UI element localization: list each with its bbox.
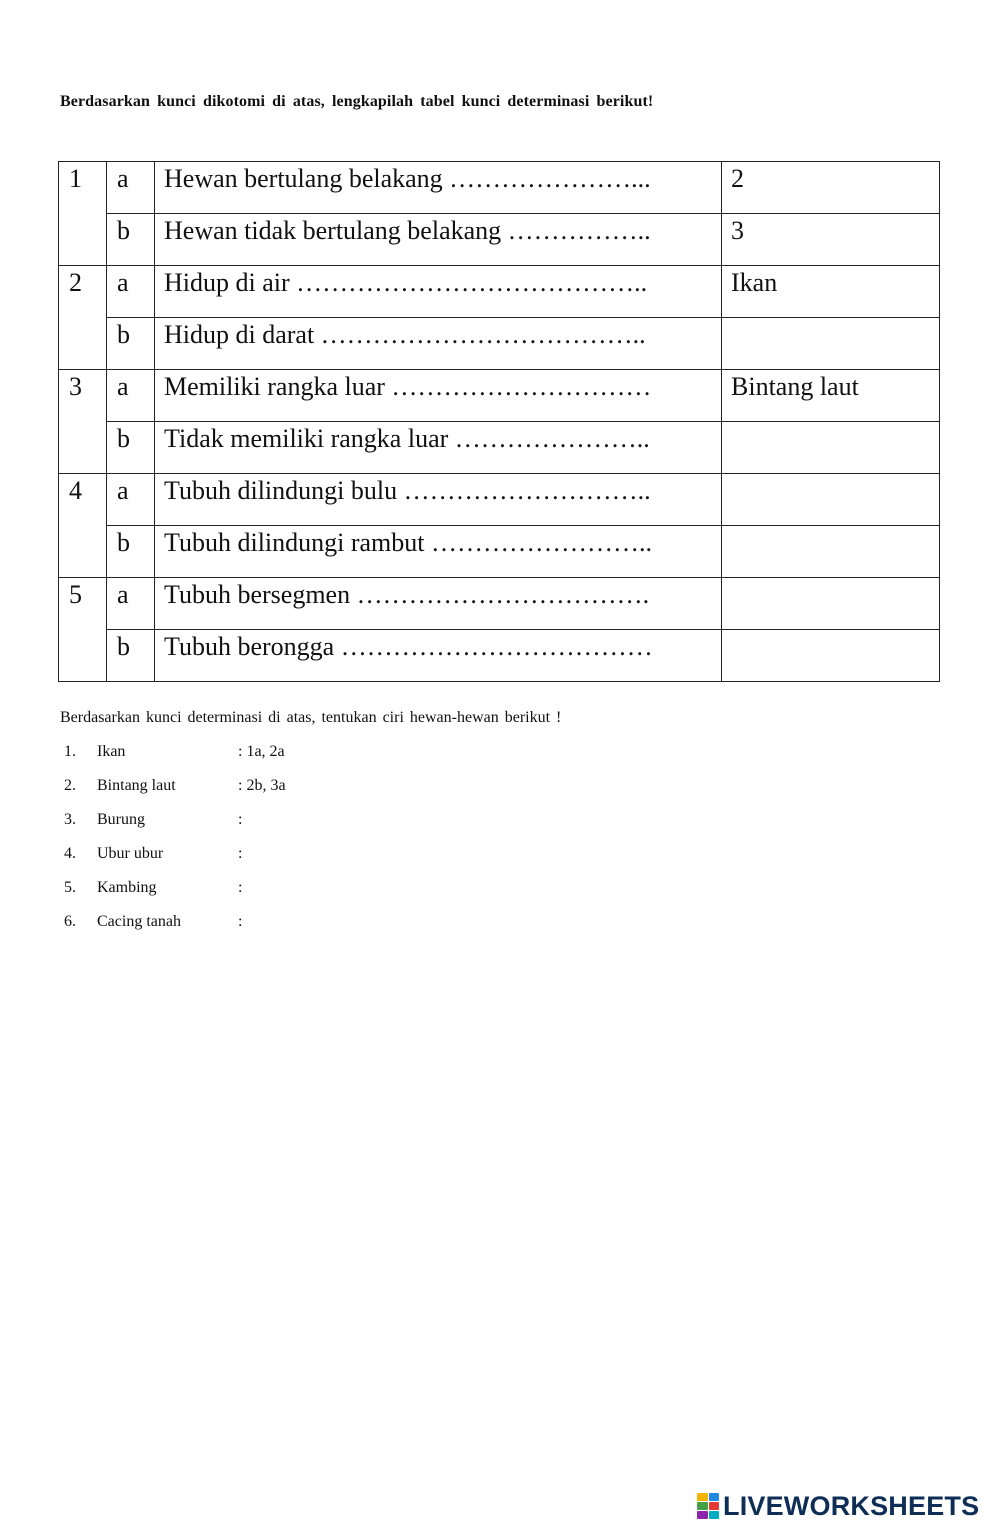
key-row xyxy=(59,630,940,682)
animal-name: Kambing xyxy=(97,879,157,896)
animal-list-item xyxy=(60,775,286,809)
logo-mark-tile xyxy=(697,1502,708,1510)
key-step-number: 2 xyxy=(59,266,107,370)
logo-text: LIVEWORKSHEETS xyxy=(723,1490,980,1521)
key-option-letter: a xyxy=(107,578,155,630)
animal-list-item xyxy=(60,809,286,843)
animal-name: Cacing tanah xyxy=(97,913,181,930)
animal-answer-field[interactable]: : 2b, 3a xyxy=(238,777,286,794)
key-row xyxy=(59,266,940,318)
animal-index: 5. xyxy=(64,879,76,896)
logo-mark-tile xyxy=(697,1493,708,1501)
key-row xyxy=(59,474,940,526)
liveworksheets-logo xyxy=(697,1491,979,1521)
key-row xyxy=(59,370,940,422)
determination-key-table xyxy=(58,161,940,682)
key-answer-field[interactable]: 3 xyxy=(722,214,940,266)
key-row xyxy=(59,214,940,266)
animal-name: Bintang laut xyxy=(97,777,176,794)
animal-name: Burung xyxy=(97,811,145,828)
worksheet-heading: Berdasarkan kunci dikotomi di atas, lengkapilah tabel kunci determinasi berikut! xyxy=(60,93,654,110)
key-option-description: Tubuh bersegmen ……………………………. xyxy=(155,578,722,630)
animal-index: 6. xyxy=(64,913,76,930)
key-option-letter: b xyxy=(107,630,155,682)
key-option-description: Memiliki rangka luar ………………………… xyxy=(155,370,722,422)
key-option-description: Hewan bertulang belakang …………………... xyxy=(155,162,722,214)
animal-answer-field[interactable]: : 1a, 2a xyxy=(238,743,285,760)
key-option-description: Tubuh dilindungi rambut …………………….. xyxy=(155,526,722,578)
key-answer-field[interactable] xyxy=(722,318,940,370)
key-answer-field[interactable]: Ikan xyxy=(722,266,940,318)
animal-name: Ikan xyxy=(97,743,126,760)
key-option-letter: a xyxy=(107,162,155,214)
logo-mark-tile xyxy=(709,1493,720,1501)
animal-list-item xyxy=(60,877,286,911)
key-option-letter: a xyxy=(107,370,155,422)
animal-answer-field[interactable]: : xyxy=(238,879,243,896)
key-option-letter: b xyxy=(107,318,155,370)
logo-mark-tile xyxy=(697,1511,708,1519)
animal-answer-field[interactable]: : xyxy=(238,811,243,828)
key-step-number: 5 xyxy=(59,578,107,682)
key-answer-field[interactable] xyxy=(722,422,940,474)
key-option-letter: b xyxy=(107,526,155,578)
key-row xyxy=(59,578,940,630)
key-answer-field[interactable] xyxy=(722,578,940,630)
animal-list xyxy=(60,741,286,945)
animal-list-item xyxy=(60,741,286,775)
key-answer-field[interactable]: Bintang laut xyxy=(722,370,940,422)
logo-mark-tile xyxy=(709,1502,720,1510)
key-answer-field[interactable] xyxy=(722,526,940,578)
key-option-letter: b xyxy=(107,214,155,266)
key-option-letter: a xyxy=(107,474,155,526)
instruction-text: Berdasarkan kunci determinasi di atas, tentukan ciri hewan-hewan berikut ! xyxy=(60,709,562,726)
animal-answer-field[interactable]: : xyxy=(238,913,243,930)
key-step-number: 4 xyxy=(59,474,107,578)
key-option-description: Hidup di darat ……………………………….. xyxy=(155,318,722,370)
animal-list-item xyxy=(60,911,286,945)
animal-name: Ubur ubur xyxy=(97,845,164,862)
key-option-letter: a xyxy=(107,266,155,318)
key-option-description: Tubuh berongga ……………………………… xyxy=(155,630,722,682)
key-option-letter: b xyxy=(107,422,155,474)
key-option-description: Hidup di air ………………………………….. xyxy=(155,266,722,318)
key-step-number: 3 xyxy=(59,370,107,474)
key-row xyxy=(59,422,940,474)
logo-mark-tile xyxy=(709,1511,720,1519)
key-option-description: Tidak memiliki rangka luar ………………….. xyxy=(155,422,722,474)
liveworksheets-logo-icon xyxy=(697,1493,719,1519)
animal-index: 3. xyxy=(64,811,76,828)
key-option-description: Tubuh dilindungi bulu ……………………….. xyxy=(155,474,722,526)
animal-answer-field[interactable]: : xyxy=(238,845,243,862)
key-row xyxy=(59,318,940,370)
animal-index: 2. xyxy=(64,777,76,794)
animal-index: 1. xyxy=(64,743,76,760)
key-answer-field[interactable] xyxy=(722,630,940,682)
key-option-description: Hewan tidak bertulang belakang …………….. xyxy=(155,214,722,266)
key-step-number: 1 xyxy=(59,162,107,266)
key-answer-field[interactable] xyxy=(722,474,940,526)
animal-index: 4. xyxy=(64,845,76,862)
key-row xyxy=(59,526,940,578)
animal-list-item xyxy=(60,843,286,877)
key-answer-field[interactable]: 2 xyxy=(722,162,940,214)
key-row xyxy=(59,162,940,214)
